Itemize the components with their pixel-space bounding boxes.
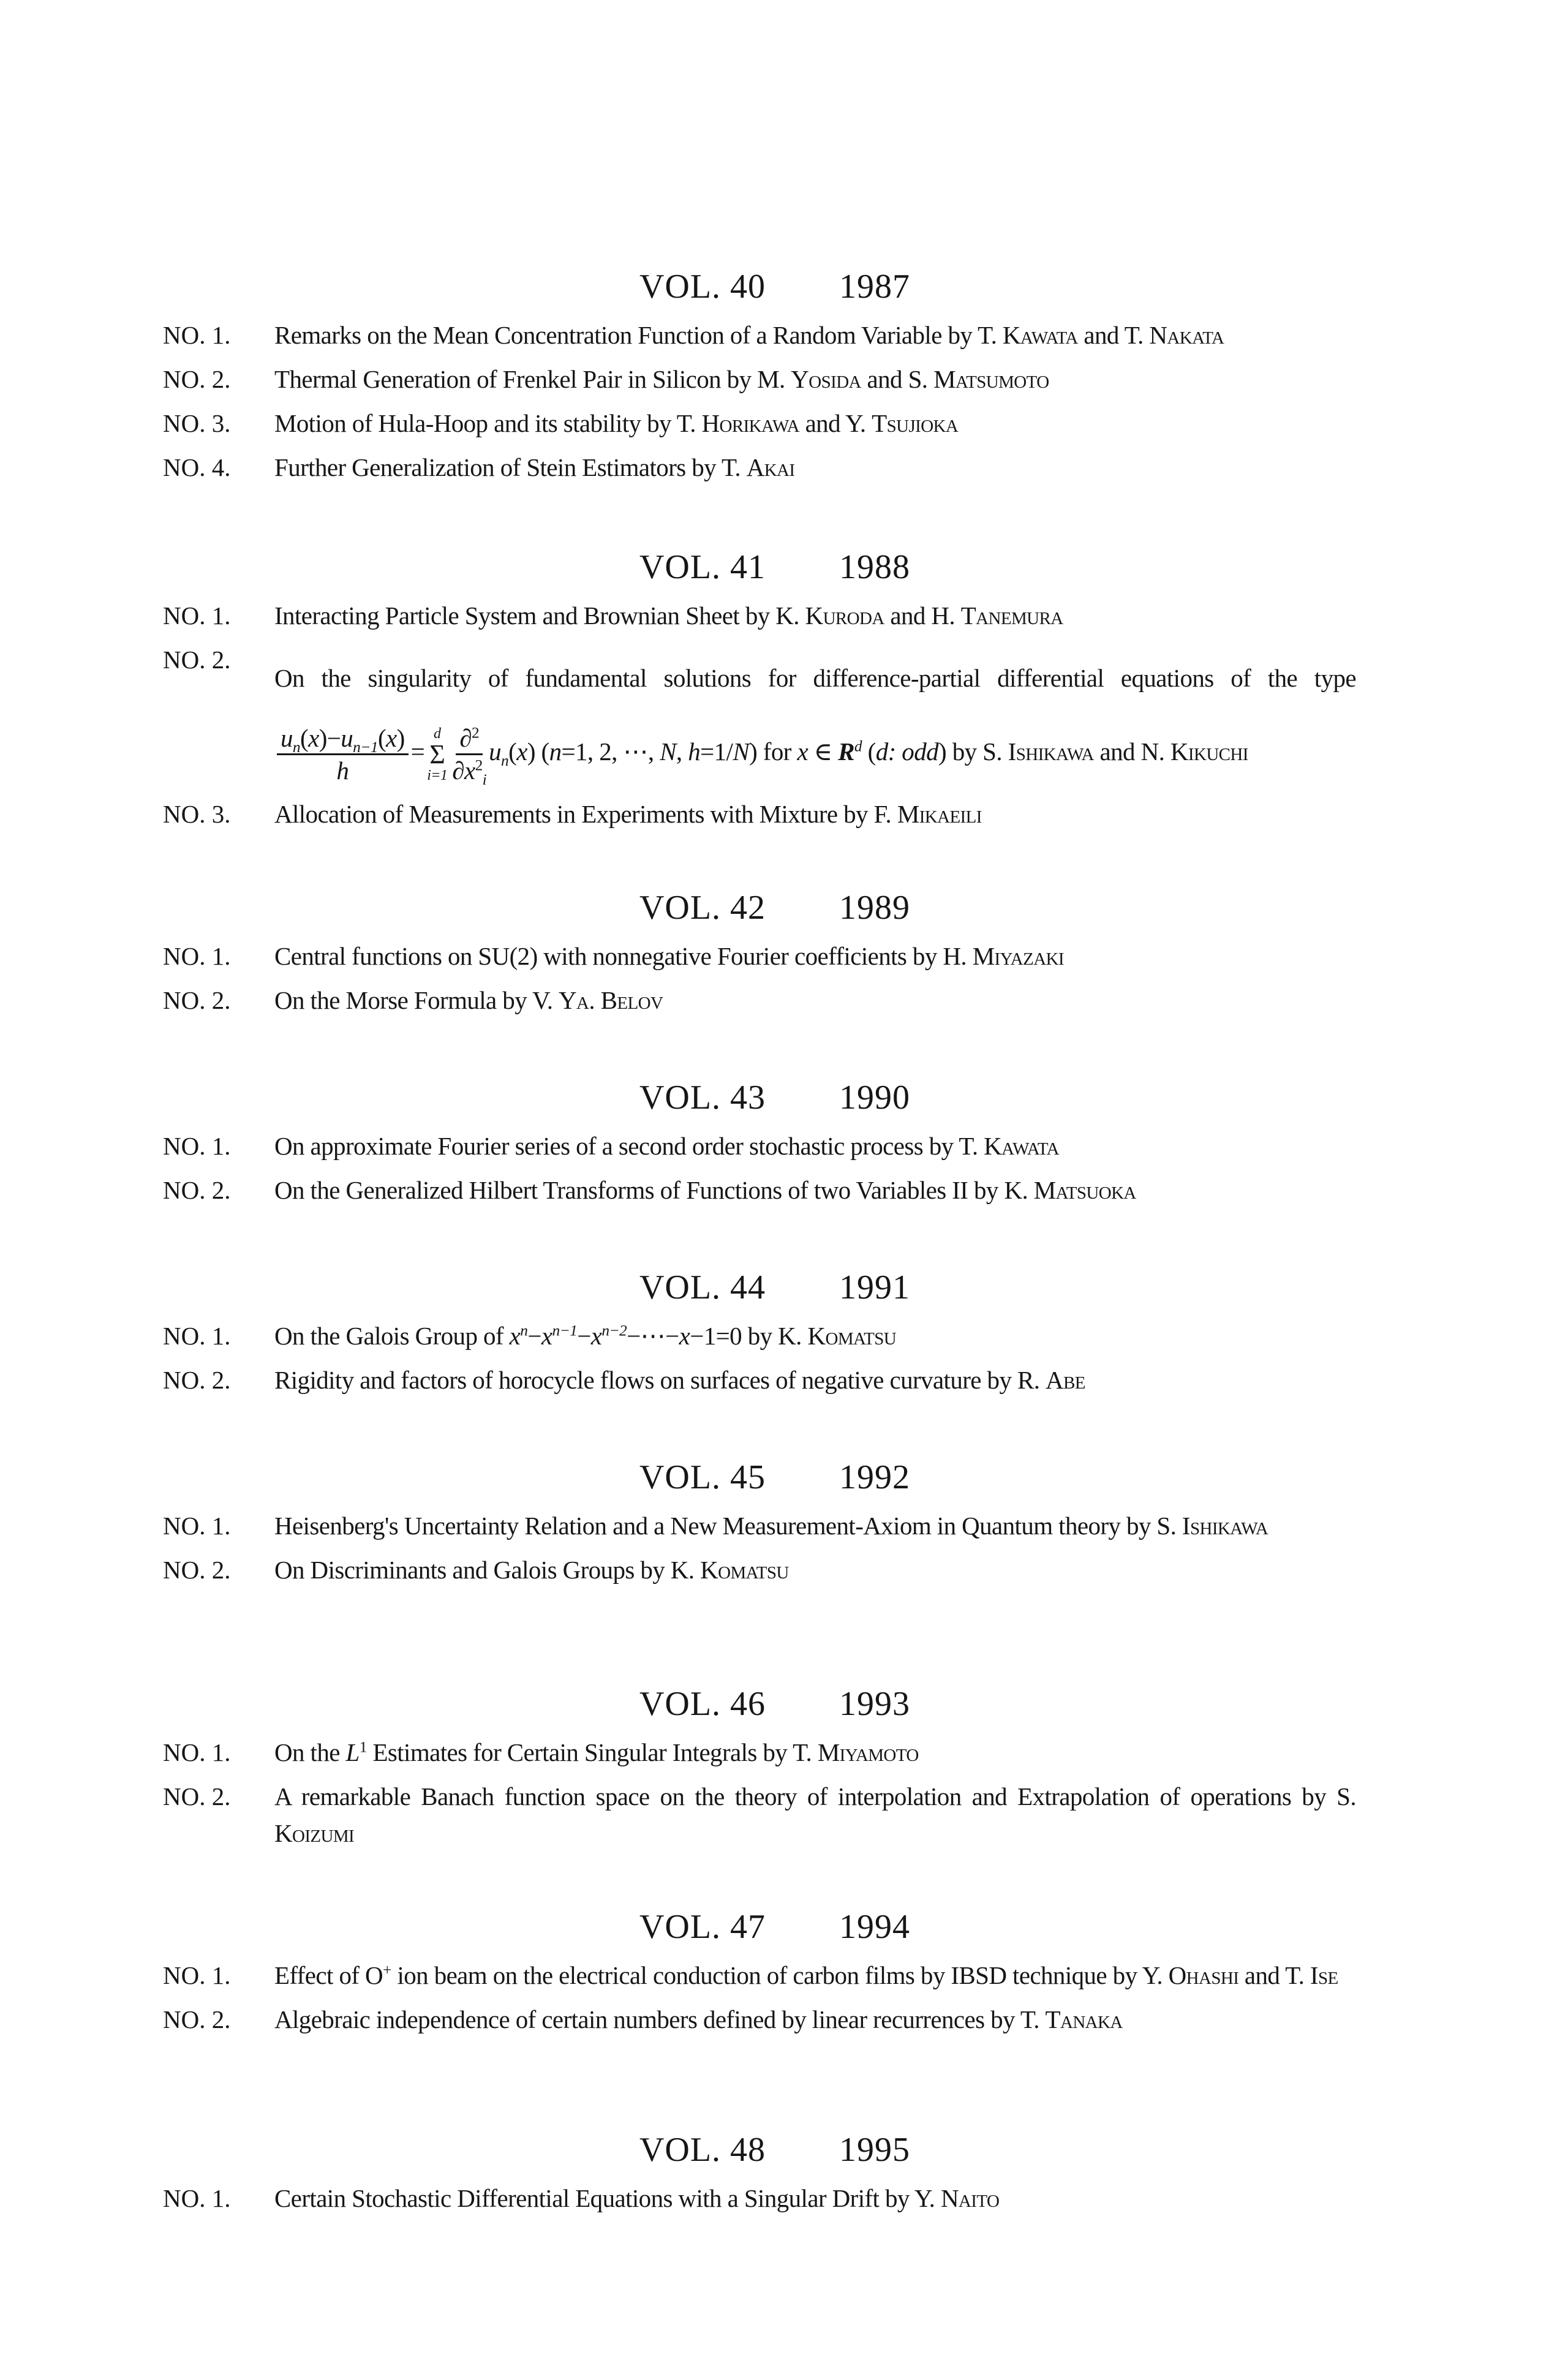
- author-surname: Kikuchi: [1170, 737, 1248, 766]
- volume-heading: [0, 1076, 1568, 1119]
- issue-number: NO. 1.: [163, 321, 231, 349]
- article-title: [274, 1551, 1356, 1588]
- title-text: and N.: [1093, 737, 1170, 766]
- author-surname: Koizumi: [274, 1819, 355, 1847]
- volume-year: 1989: [839, 889, 911, 927]
- issue-number: NO. 1.: [163, 942, 231, 970]
- volume-number: VOL. 46: [639, 1685, 766, 1723]
- title-text: ,: [676, 737, 688, 766]
- volume-number: VOL. 47: [639, 1908, 766, 1946]
- volume-heading: [0, 2128, 1568, 2171]
- article-list: [0, 597, 1568, 832]
- superscript: n−2: [601, 1322, 627, 1340]
- article-list: [0, 317, 1568, 486]
- title-text: Rigidity and factors of horocycle flows on surfaces of negative curvature by R.: [274, 1366, 1046, 1394]
- article-entry: [163, 597, 1357, 634]
- math-italic: x: [308, 724, 319, 753]
- title-text: −1=0 by K.: [690, 1322, 808, 1350]
- author-surname: Kawata: [1002, 321, 1078, 349]
- title-text: −: [577, 1322, 591, 1350]
- article-entry: [163, 361, 1357, 398]
- article-entry: [163, 1507, 1357, 1544]
- title-text: =1, 2, ⋯,: [561, 737, 660, 766]
- subscript: n: [501, 752, 509, 770]
- title-text: ∂: [452, 756, 464, 785]
- article-entry: [163, 938, 1357, 974]
- title-text: Motion of Hula-Hoop and its stability by T.: [274, 409, 702, 437]
- fraction-numerator: [456, 723, 483, 755]
- volume-section: [0, 265, 1568, 493]
- article-entry: [163, 1778, 1357, 1852]
- issue-number: NO. 4.: [163, 453, 231, 481]
- math-italic: h: [688, 737, 701, 766]
- article-title: [274, 1778, 1356, 1852]
- title-text: )−: [318, 724, 341, 753]
- article-list: [0, 1734, 1568, 1852]
- volume-year: 1991: [839, 1268, 911, 1306]
- sigma-symbol: Σ: [429, 739, 445, 769]
- article-list: [0, 1507, 1568, 1588]
- math-italic: N: [733, 737, 750, 766]
- volume-heading: [0, 1683, 1568, 1725]
- article-entry: [163, 1128, 1357, 1164]
- title-text: On the singularity of fundamental solutions for difference-partial differential equations of the type: [274, 664, 1356, 692]
- article-title: [274, 938, 1356, 974]
- author-surname: Tsujioka: [872, 409, 959, 437]
- math-italic: x: [464, 756, 475, 785]
- article-title: [274, 1507, 1356, 1544]
- article-entry: [163, 449, 1357, 486]
- superscript: n: [520, 1322, 528, 1340]
- issue-number: NO. 1.: [163, 1961, 231, 1989]
- article-entry: [163, 1172, 1357, 1208]
- author-surname: Miyazaki: [972, 942, 1064, 970]
- article-entry: [163, 982, 1357, 1019]
- issue-number: NO. 2.: [163, 986, 231, 1014]
- title-text: and Y.: [799, 409, 872, 437]
- article-entry: [163, 641, 1357, 788]
- article-entry: [163, 1957, 1357, 1994]
- author-surname: Ishikawa: [1008, 737, 1094, 766]
- title-text: and T.: [1238, 1961, 1310, 1989]
- volume-section: [0, 546, 1568, 840]
- article-title: [274, 405, 1356, 442]
- volume-heading: [0, 265, 1568, 308]
- title-text: Further Generalization of Stein Estimators by T.: [274, 453, 747, 481]
- subscript: n: [292, 739, 301, 756]
- article-entry: [163, 1734, 1357, 1771]
- title-text: (: [508, 737, 517, 766]
- issue-number: NO. 1.: [163, 1322, 231, 1350]
- title-text: On approximate Fourier series of a second order stochastic process by T.: [274, 1132, 984, 1160]
- issue-number: NO. 3.: [163, 409, 231, 437]
- article-title: [274, 796, 1356, 832]
- author-surname: Akai: [746, 453, 795, 481]
- author-surname: Nakata: [1149, 321, 1224, 349]
- volume-number: VOL. 44: [639, 1268, 766, 1306]
- volume-section: [0, 1266, 1568, 1406]
- article-entry: [163, 317, 1357, 353]
- title-text: Estimates for Certain Singular Integrals by T.: [366, 1738, 818, 1766]
- issue-number: NO. 2.: [163, 1176, 231, 1204]
- issue-number: NO. 2.: [163, 1556, 231, 1584]
- author-surname: Ishikawa: [1182, 1512, 1268, 1540]
- fraction: [452, 723, 487, 789]
- volume-heading: [0, 546, 1568, 589]
- title-text: On the: [274, 1738, 346, 1766]
- author-surname: Yosida: [791, 365, 861, 393]
- title-text: Algebraic independence of certain numbers defined by linear recurrences by T.: [274, 2005, 1046, 2033]
- author-surname: Kuroda: [805, 601, 884, 630]
- volume-heading: [0, 1266, 1568, 1309]
- title-text: =1/: [700, 737, 733, 766]
- article-title: [274, 2180, 1356, 2217]
- author-surname: Abe: [1046, 1366, 1085, 1394]
- article-title: [274, 449, 1356, 486]
- math-italic: d: odd: [875, 737, 938, 766]
- volume-number: VOL. 48: [639, 2131, 766, 2169]
- article-title: [274, 982, 1356, 1019]
- volume-section: [0, 1905, 1568, 2045]
- math-italic: x: [509, 1322, 521, 1350]
- article-title: [274, 1734, 1356, 1771]
- issue-number: NO. 1.: [163, 601, 231, 630]
- title-text: Interacting Particle System and Brownian Sheet by K.: [274, 601, 805, 630]
- author-surname: Ise: [1310, 1961, 1338, 1989]
- author-surname: Komatsu: [807, 1322, 897, 1350]
- volume-year: 1995: [839, 2131, 911, 2169]
- summation: [427, 725, 447, 784]
- title-text: (: [377, 724, 386, 753]
- math-italic: x: [541, 1322, 552, 1350]
- author-surname: Matsumoto: [933, 365, 1049, 393]
- volume-year: 1993: [839, 1685, 911, 1723]
- article-title: [274, 1128, 1356, 1164]
- article-entry: [163, 405, 1357, 442]
- title-text: A remarkable Banach function space on the theory of interpolation and Extrapolation of operations by S.: [274, 1782, 1356, 1811]
- volume-section: [0, 886, 1568, 1026]
- volume-section: [0, 1076, 1568, 1216]
- superscript: 2: [471, 724, 480, 742]
- title-text: On the Generalized Hilbert Transforms of Functions of two Variables II by K.: [274, 1176, 1034, 1204]
- article-entry: [163, 1551, 1357, 1588]
- superscript: n−1: [552, 1322, 578, 1340]
- title-text: Heisenberg's Uncertainty Relation and a New Measurement-Axiom in Quantum theory by S.: [274, 1512, 1182, 1540]
- math-italic: u: [341, 724, 353, 753]
- superscript: +: [383, 1961, 391, 1979]
- article-entry: [163, 2180, 1357, 2217]
- issue-number: NO. 1.: [163, 1738, 231, 1766]
- article-list: [0, 1128, 1568, 1208]
- author-surname: Tanemura: [960, 601, 1063, 630]
- article-title: [274, 1957, 1356, 1994]
- author-surname: Tanaka: [1045, 2005, 1123, 2033]
- title-text: ): [396, 724, 405, 753]
- math-italic: x: [386, 724, 397, 753]
- math-italic: n: [549, 737, 562, 766]
- volume-number: VOL. 43: [639, 1079, 766, 1117]
- issue-number: NO. 3.: [163, 800, 231, 828]
- issue-number: NO. 2.: [163, 1782, 231, 1811]
- article-title: [274, 2001, 1356, 2038]
- title-text: ∈: [808, 737, 839, 766]
- author-surname: Ya. Belov: [559, 986, 663, 1014]
- volume-year: 1994: [839, 1908, 911, 1946]
- author-surname: Komatsu: [700, 1556, 789, 1584]
- volume-year: 1990: [839, 1079, 911, 1117]
- article-list: [0, 1317, 1568, 1398]
- title-text: (: [861, 737, 876, 766]
- volume-year: 1992: [839, 1458, 911, 1496]
- author-surname: Matsuoka: [1033, 1176, 1136, 1204]
- fraction: [277, 723, 409, 786]
- article-title: [274, 317, 1356, 353]
- title-text: Allocation of Measurements in Experiments with Mixture by F.: [274, 800, 897, 828]
- article-title: [274, 361, 1356, 398]
- author-surname: Naito: [940, 2184, 1000, 2212]
- title-text: ) for: [749, 737, 797, 766]
- article-title: [274, 641, 1356, 788]
- volume-year: 1987: [839, 268, 911, 306]
- math-bold-italic: R: [838, 737, 854, 766]
- issue-number: NO. 2.: [163, 1366, 231, 1394]
- title-text: Certain Stochastic Differential Equations with a Singular Drift by Y.: [274, 2184, 941, 2212]
- subscript: i: [482, 771, 487, 789]
- title-text: ) by S.: [938, 737, 1008, 766]
- title-text: and S.: [861, 365, 934, 393]
- article-title: [274, 1172, 1356, 1208]
- math-italic: x: [516, 737, 527, 766]
- author-surname: Kawata: [984, 1132, 1059, 1160]
- article-title: [274, 1362, 1356, 1398]
- article-list: [0, 2180, 1568, 2217]
- sum-upper-limit: d: [434, 725, 441, 742]
- article-entry: [163, 1362, 1357, 1398]
- math-italic: x: [590, 1322, 602, 1350]
- subscript: n−1: [353, 739, 378, 756]
- article-title: [274, 1317, 1356, 1354]
- math-italic: h: [336, 756, 349, 785]
- math-italic: x: [797, 737, 809, 766]
- title-text: ion beam on the electrical conduction of carbon films by IBSD technique by Y.: [391, 1961, 1169, 1989]
- math-italic: x: [679, 1322, 690, 1350]
- title-text: −: [527, 1322, 541, 1350]
- volume-section: [0, 1456, 1568, 1596]
- title-text: On Discriminants and Galois Groups by K.: [274, 1556, 701, 1584]
- title-text: On the Galois Group of: [274, 1322, 510, 1350]
- superscript: 1: [359, 1738, 367, 1756]
- issue-number: NO. 1.: [163, 1132, 231, 1160]
- volume-number: VOL. 41: [639, 548, 766, 586]
- title-text: Central functions on SU(2) with nonnegative Fourier coefficients by H.: [274, 942, 973, 970]
- issue-number: NO. 2.: [163, 646, 231, 674]
- title-text: On the Morse Formula by V.: [274, 986, 559, 1014]
- fraction-numerator: [277, 723, 409, 755]
- author-surname: Ohashi: [1168, 1961, 1239, 1989]
- superscript: d: [854, 737, 862, 755]
- volume-number: VOL. 45: [639, 1458, 766, 1496]
- sum-lower-limit: i=1: [427, 767, 448, 783]
- title-text: and T.: [1077, 321, 1150, 349]
- volume-number: VOL. 42: [639, 889, 766, 927]
- title-text: Effect of O: [274, 1961, 383, 1989]
- article-entry: [163, 2001, 1357, 2038]
- article-list: [0, 938, 1568, 1019]
- volume-number: VOL. 40: [639, 268, 766, 306]
- title-text: Thermal Generation of Frenkel Pair in Silicon by M.: [274, 365, 791, 393]
- fraction-denominator: [452, 755, 487, 789]
- title-text: and H.: [884, 601, 961, 630]
- volume-heading: [0, 886, 1568, 929]
- article-entry: [163, 796, 1357, 832]
- title-text: =: [410, 737, 425, 766]
- volume-heading: [0, 1456, 1568, 1499]
- superscript: 2: [475, 756, 483, 774]
- issue-number: NO. 1.: [163, 2184, 231, 2212]
- issue-number: NO. 1.: [163, 1512, 231, 1540]
- math-italic: N: [660, 737, 676, 766]
- article-list: [0, 1957, 1568, 2038]
- author-surname: Horikawa: [701, 409, 799, 437]
- volume-heading: [0, 1905, 1568, 1948]
- title-text: ) (: [527, 737, 549, 766]
- author-surname: Miyamoto: [817, 1738, 919, 1766]
- title-text: −⋯−: [627, 1322, 679, 1350]
- author-surname: Mikaeili: [897, 800, 982, 828]
- math-italic: u: [281, 724, 293, 753]
- title-text: ∂: [459, 724, 472, 753]
- article-title: [274, 597, 1356, 634]
- fraction-denominator: [336, 755, 349, 786]
- title-text: Remarks on the Mean Concentration Function of a Random Variable by T.: [274, 321, 1003, 349]
- article-entry: [163, 1317, 1357, 1354]
- math-italic: L: [345, 1738, 360, 1766]
- math-italic: u: [489, 737, 502, 766]
- issue-number: NO. 2.: [163, 2005, 231, 2033]
- title-text: (: [300, 724, 309, 753]
- volume-year: 1988: [839, 548, 911, 586]
- volume-section: [0, 2128, 1568, 2224]
- volume-section: [0, 1683, 1568, 1859]
- issue-number: NO. 2.: [163, 365, 231, 393]
